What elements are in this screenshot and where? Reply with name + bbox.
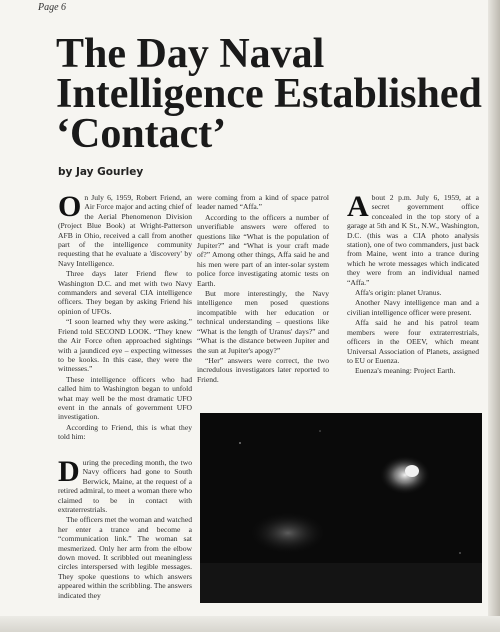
- paragraph: Euenza's meaning: Project Earth.: [355, 366, 456, 376]
- paragraph: The officers met the woman and watched her enter a trance and become a “communication link.” The woman sat mesmerized. Only her arm from the elbow down moved. It scribbled out meaningless circles interspersed with legible messages. They spoke questions to which answers appeared within the scribbling. The answers indicated they: [58, 515, 192, 600]
- paragraph: About 2 p.m. July 6, 1959, at a secret government office concealed in the top story of a garage at 5th and K St., N.W., Washington, D.C. (this was a CIA photo analysis station), one of two commanders, just back from Maine, went into a trance during which he wrote messages which indicated they were from an individual named “Affa.”: [347, 190, 479, 287]
- binder-edge: [488, 0, 500, 632]
- drop-cap: O: [58, 190, 82, 223]
- drop-cap: D: [58, 455, 80, 488]
- title-line-3: ‘Contact’: [56, 111, 227, 157]
- paragraph: Affa said he and his patrol team members were four extraterrestrials, officers in the OEEV, which meant Universal Association of Planets, assigned to EU or Euenza.: [347, 318, 479, 365]
- column-3: [347, 190, 479, 377]
- paragraph: These intelligence officers who had called him to Washington began to unfold what may well be the most dramatic UFO event in the annals of government UFO investigation.: [58, 374, 192, 422]
- scan-bottom-edge: [0, 616, 500, 632]
- title-line-1: The Day Naval: [56, 31, 325, 77]
- drop-cap: A: [347, 190, 369, 223]
- column-1-section-2: [58, 455, 192, 601]
- byline: by Jay Gourley: [58, 166, 144, 178]
- paragraph: According to Friend, this is what they told him:: [58, 422, 192, 442]
- column-2: [197, 193, 329, 385]
- article-title: [56, 31, 486, 157]
- column-1: [58, 190, 192, 443]
- paragraph: According to the officers a number of unverifiable answers were offered to questions like “What is the population of Jupiter?” and “What is your craft made of?” Among other things, Affa said he and his men were part of an inter-solar system police force investigating atomic tests on Earth.: [197, 212, 329, 288]
- paragraph: Three days later Friend flew to Washington D.C. and met with two Navy commanders and several CIA intelligence officers. They began by asking Friend his opinion of UFOs.: [58, 269, 192, 316]
- page-number: Page 6: [38, 2, 67, 13]
- paragraph: “I soon learned why they were asking.” Friend told SECOND LOOK. “They knew the Air Force often approached sightings with a jaundiced eye – expecting witnesses to be kooks. In this case, they were the witnesses.”: [58, 317, 192, 374]
- photo-image: [200, 413, 482, 603]
- paragraph: “Her” answers were correct, the two incredulous investigators later reported to Friend.: [197, 355, 329, 384]
- paragraph: During the preceding month, the two Navy officers had gone to South Berwick, Maine, at the request of a retired admiral, to meet a woman there who claimed to be in contact with extraterrestrials.: [58, 455, 192, 515]
- paragraph: were coming from a kind of space patrol leader named “Affa.”: [197, 193, 329, 212]
- paragraph: But more interestingly, the Navy intelligence men posed questions incompatible with her education or technical understanding – questions like “What is the length of Uranus' days?” and “What is the distance between Jupiter and the sun at Jupiter's apogy?”: [197, 289, 329, 355]
- paragraph: On July 6, 1959, Robert Friend, an Air Force major and acting chief of the Aerial Phenomenon Division (Project Blue Book) at Wright-Patterson AFB in Ohio, received a call from another part of the intelligence community requesting that he evaluate a 'discovery' by Navy Intelligence.: [58, 190, 192, 268]
- title-line-2: Intelligence Established: [56, 71, 482, 117]
- paragraph: Affa's origin: planet Uranus.: [355, 288, 442, 298]
- night-sky-photo: [200, 413, 482, 603]
- paragraph: Another Navy intelligence man and a civilian intelligence officer were present.: [347, 298, 479, 317]
